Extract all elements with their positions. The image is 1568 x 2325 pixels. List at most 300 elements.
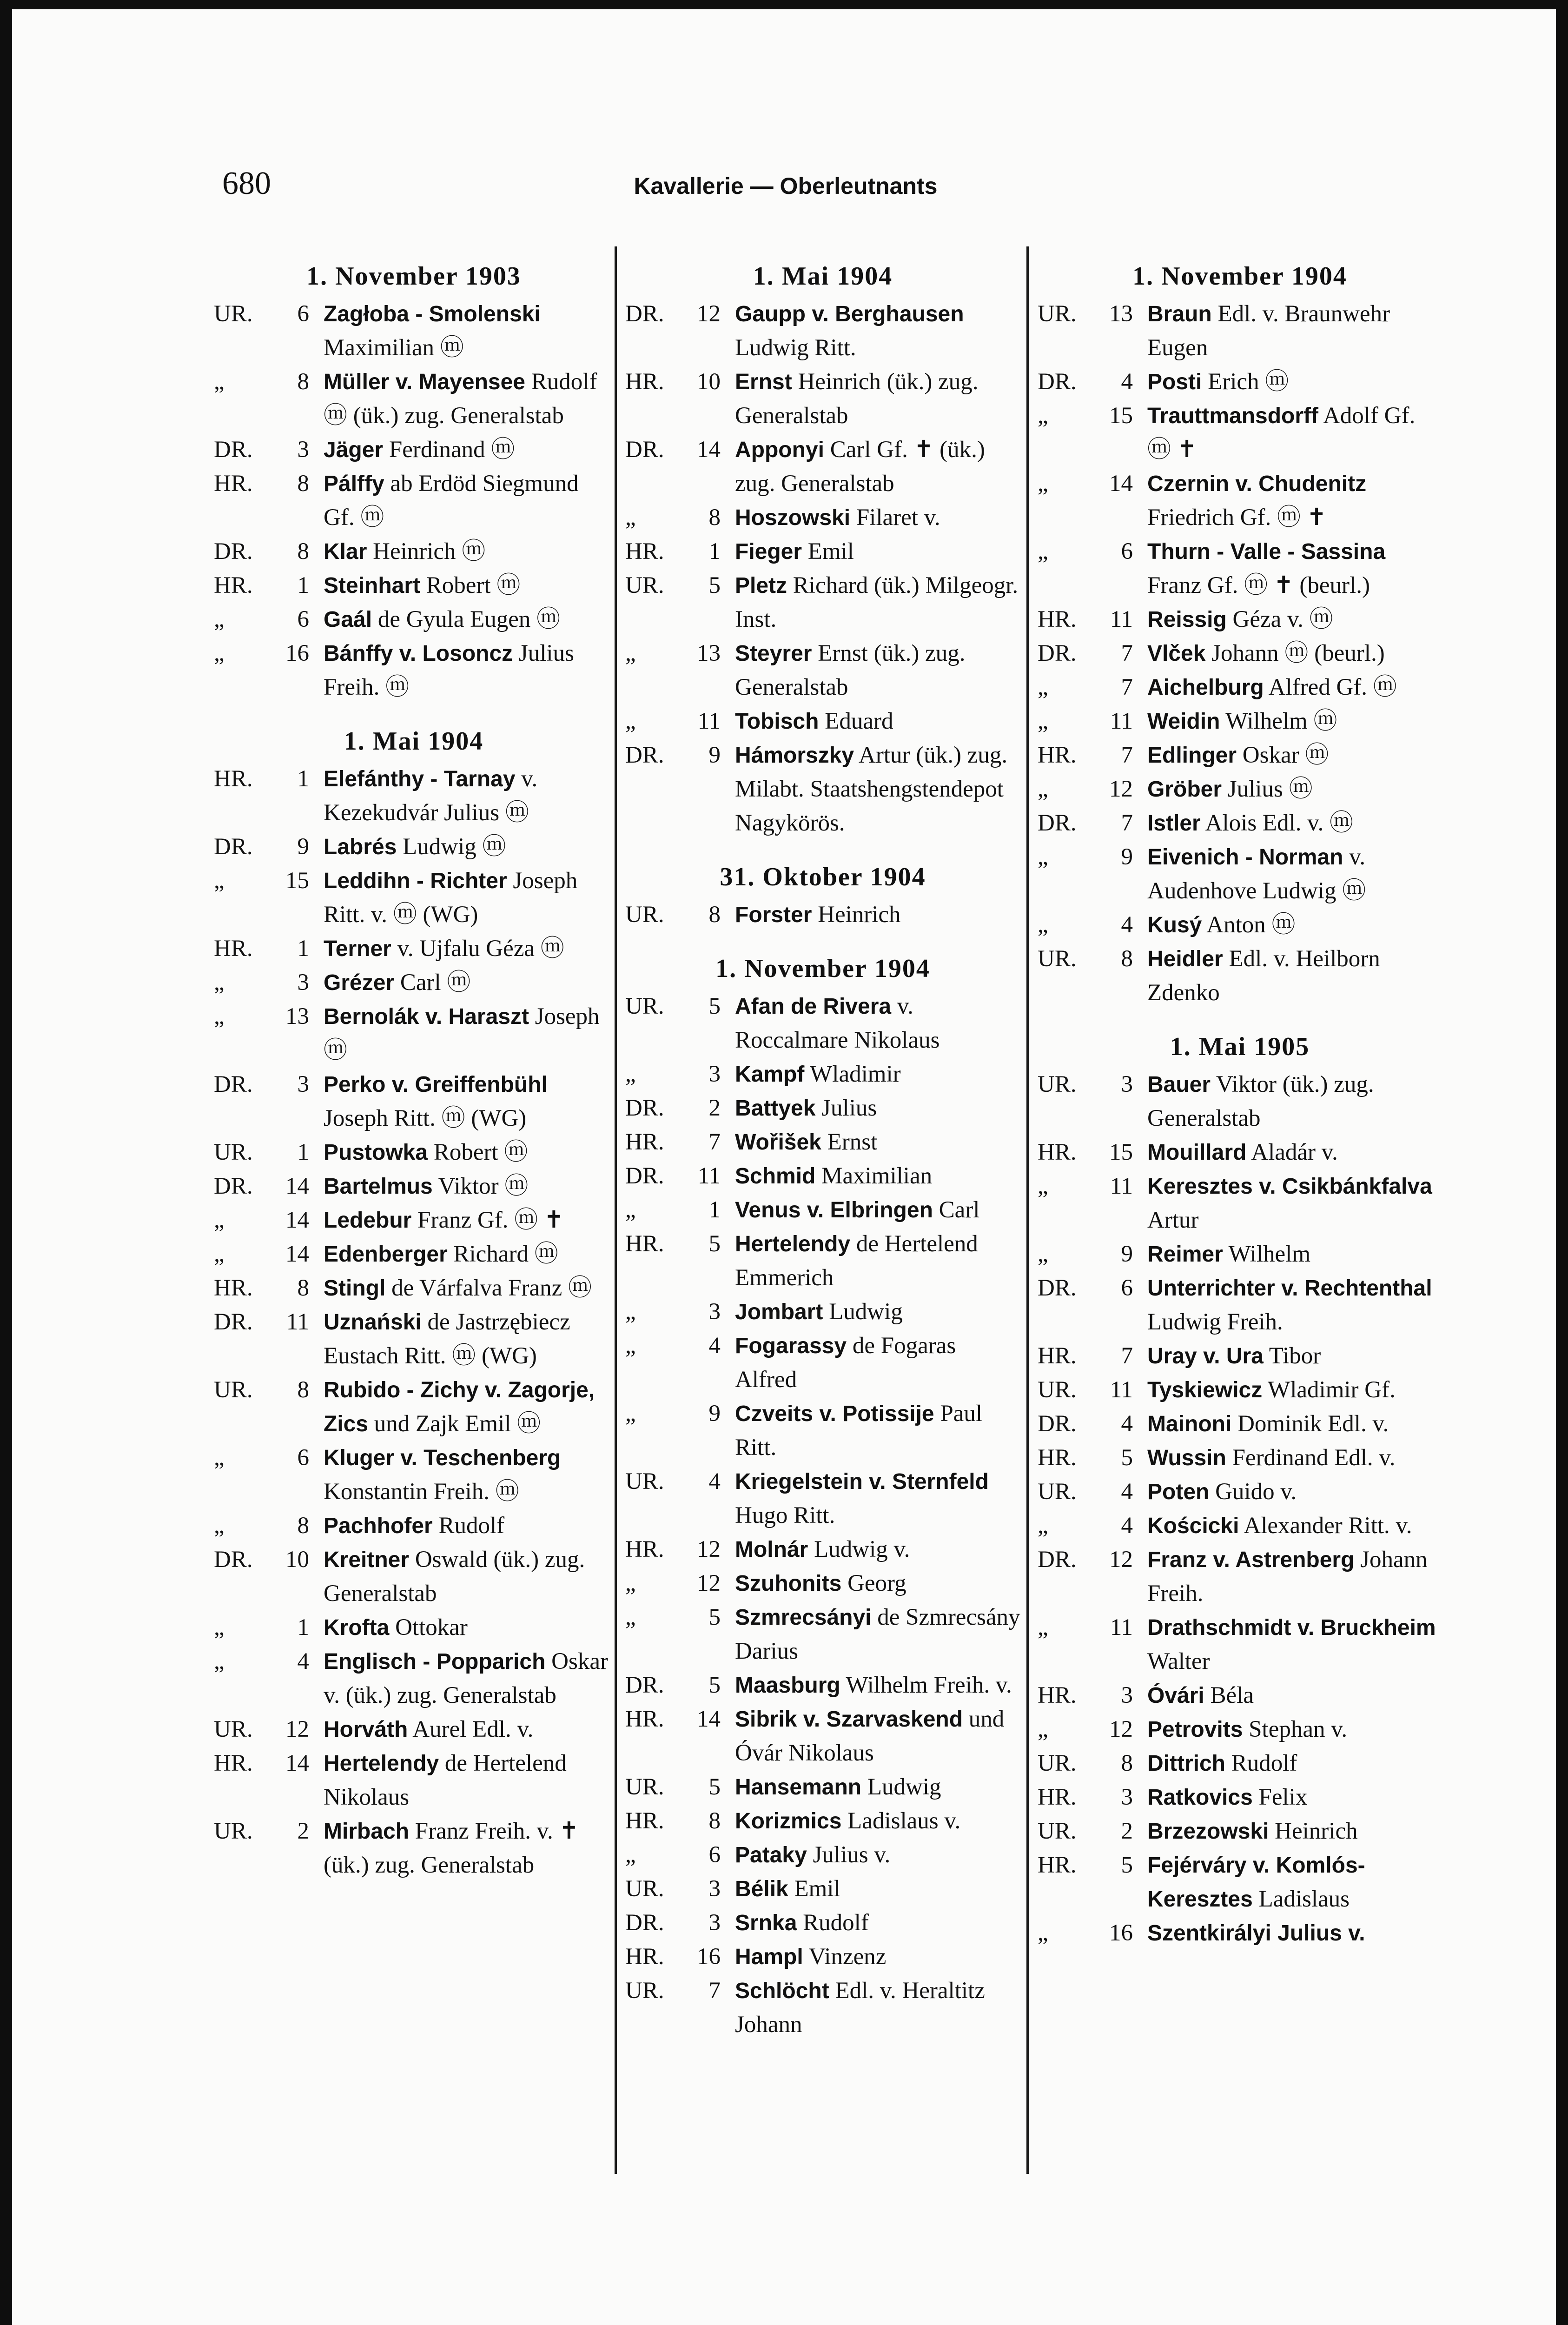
regiment-number: 5 <box>708 572 721 598</box>
officer-details: Artur (ük.) zug. Milabt. Staatshengstendepot Nagykörös. <box>735 742 1008 836</box>
officer-surname: Pletz <box>735 573 787 598</box>
regiment-code: UR. <box>625 1876 664 1902</box>
regiment-code: „ <box>214 1241 225 1267</box>
officer-name <box>324 1000 614 1068</box>
regiment-code: UR. <box>625 1978 664 2004</box>
officer-name <box>324 1237 614 1271</box>
officer-name <box>324 1305 614 1373</box>
officer-entry <box>625 990 1020 1057</box>
officer-surname: Óvári <box>1147 1683 1204 1708</box>
regiment-code: HR. <box>625 1706 664 1732</box>
officer-name <box>324 365 614 433</box>
officer-name <box>735 1295 1020 1329</box>
regiment-number: 12 <box>697 1570 721 1596</box>
regiment-number: 11 <box>1110 606 1133 632</box>
regiment-code: „ <box>214 1445 225 1471</box>
regiment-number: 8 <box>297 538 309 565</box>
officer-entry <box>625 501 1020 535</box>
regiment-code: „ <box>625 640 636 666</box>
regiment-code: „ <box>1038 844 1048 870</box>
regiment-number: 1 <box>297 766 309 792</box>
officer-surname: Müller v. Mayensee <box>324 370 525 394</box>
page-header <box>0 165 1568 207</box>
officer-details: Adolf Gf. ⓜ ✝ <box>1147 403 1416 463</box>
officer-name <box>324 1747 614 1814</box>
officer-entry <box>625 898 1020 932</box>
regiment-number: 7 <box>1121 674 1133 700</box>
regiment-number: 4 <box>1121 1479 1133 1505</box>
regiment-number: 9 <box>1121 1241 1133 1267</box>
officer-surname: Terner <box>324 937 391 961</box>
officer-entry <box>625 1668 1020 1702</box>
officer-details: Ludwig Ritt. <box>735 335 856 361</box>
officer-entry <box>1038 1509 1442 1543</box>
officer-name <box>1147 908 1442 942</box>
regiment-number: 6 <box>297 606 309 632</box>
regiment-code: „ <box>625 1061 636 1087</box>
regiment-number: 1 <box>297 936 309 962</box>
officer-surname: Mainoni <box>1147 1412 1232 1436</box>
officer-details: v. Roccalmare Nikolaus <box>735 993 940 1053</box>
regiment-number: 16 <box>697 1944 721 1970</box>
officer-name <box>1147 1611 1442 1679</box>
officer-entry <box>1038 365 1442 399</box>
regiment-code: DR. <box>214 437 253 463</box>
officer-name <box>324 569 614 603</box>
officer-surname: Pálffy <box>324 472 384 496</box>
officer-details: Tibor <box>1263 1343 1321 1369</box>
regiment-code: HR. <box>625 369 664 395</box>
officer-name <box>324 1441 614 1509</box>
regiment-code: UR. <box>214 1716 253 1742</box>
regiment-code: DR. <box>625 742 664 768</box>
officer-surname: Edenberger <box>324 1242 448 1267</box>
officer-name <box>1147 772 1442 806</box>
regiment-code: „ <box>625 1401 636 1427</box>
officer-surname: Klar <box>324 539 367 564</box>
officer-surname: Poten <box>1147 1480 1210 1504</box>
officer-entry <box>625 1601 1020 1668</box>
regiment-number: 15 <box>285 868 309 894</box>
regiment-code: HR. <box>625 1536 664 1562</box>
officer-name <box>1147 1373 1442 1407</box>
officer-details: Emil <box>802 538 854 565</box>
promotion-section <box>625 859 1020 932</box>
regiment-number: 4 <box>708 1333 721 1359</box>
officer-entry <box>1038 1814 1442 1848</box>
officer-name <box>735 1906 1020 1940</box>
regiment-number: 13 <box>285 1003 309 1030</box>
regiment-number: 2 <box>1121 1818 1133 1844</box>
officer-details: Eduard <box>819 708 893 734</box>
regiment-number: 16 <box>285 640 309 666</box>
regiment-code: „ <box>1038 471 1048 497</box>
officer-name <box>735 1057 1020 1091</box>
officer-entry <box>1038 297 1442 365</box>
section-date-heading: 1. November 1904 <box>1132 262 1347 291</box>
regiment-number: 12 <box>1109 1716 1133 1742</box>
officer-surname: Dittrich <box>1147 1751 1225 1776</box>
officer-name <box>1147 942 1442 1010</box>
regiment-code: HR. <box>214 572 253 598</box>
regiment-code: „ <box>625 1333 636 1359</box>
regiment-code: HR. <box>1038 742 1077 768</box>
officer-name <box>735 1159 1020 1193</box>
officer-name <box>1147 603 1442 637</box>
officer-surname: Ratkovics <box>1147 1785 1253 1810</box>
officer-name <box>1147 399 1442 467</box>
officer-entry <box>1038 772 1442 806</box>
officer-details: Julius v. <box>807 1842 891 1868</box>
officer-name <box>735 1397 1020 1465</box>
officer-surname: Weidin <box>1147 709 1220 734</box>
promotion-section <box>1038 258 1442 1010</box>
regiment-code: UR. <box>1038 1479 1077 1505</box>
section-date-heading: 1. November 1904 <box>715 954 930 983</box>
officer-surname: Vlček <box>1147 641 1206 666</box>
officer-entry <box>625 1804 1020 1838</box>
officer-details: Rudolf ⓜ (ük.) zug. Generalstab <box>324 369 597 429</box>
officer-details: Wilhelm <box>1223 1241 1310 1267</box>
officer-name <box>1147 297 1442 365</box>
officer-details: de Várfalva Franz ⓜ <box>385 1275 592 1301</box>
regiment-number: 10 <box>285 1547 309 1573</box>
regiment-code: „ <box>1038 1716 1048 1742</box>
regiment-code: DR. <box>625 437 664 463</box>
officer-entry <box>214 966 614 1000</box>
officer-details: Carl ⓜ <box>394 970 471 996</box>
regiment-code: „ <box>214 868 225 894</box>
officer-entry <box>214 1271 614 1305</box>
officer-name <box>324 637 614 704</box>
promotion-section <box>214 258 614 704</box>
section-date-heading: 1. Mai 1905 <box>1170 1032 1310 1061</box>
regiment-code: HR. <box>1038 1784 1077 1810</box>
officer-details: Friedrich Gf. ⓜ ✝ <box>1147 505 1327 531</box>
regiment-number: 12 <box>1109 1547 1133 1573</box>
officer-entry <box>214 1645 614 1713</box>
officer-details: de Gyula Eugen ⓜ <box>372 606 561 632</box>
officer-surname: Hansemann <box>735 1775 862 1800</box>
officer-entry <box>1038 1271 1442 1339</box>
regiment-code: HR. <box>214 471 253 497</box>
officer-details: Ferdinand Edl. v. <box>1226 1445 1396 1471</box>
officer-entry <box>214 1136 614 1169</box>
officer-surname: Sibrik v. Szarvaskend <box>735 1707 963 1732</box>
officer-details: Richard (ük.) Milgeogr. Inst. <box>735 572 1019 632</box>
officer-surname: Heidler <box>1147 947 1223 971</box>
regiment-number: 3 <box>708 1061 721 1087</box>
officer-surname: Keresztes v. Csikbánkfalva <box>1147 1174 1432 1199</box>
regiment-number: 3 <box>1121 1682 1133 1708</box>
officer-name <box>1147 1136 1442 1169</box>
regiment-number: 1 <box>297 572 309 598</box>
officer-details: Robert ⓜ <box>420 572 521 598</box>
officer-surname: Englisch - Popparich <box>324 1649 546 1674</box>
officer-entry <box>214 535 614 569</box>
regiment-number: 10 <box>697 369 721 395</box>
regiment-code: „ <box>625 1299 636 1325</box>
officer-name <box>735 501 1020 535</box>
regiment-code: „ <box>214 1513 225 1539</box>
regiment-code: „ <box>625 1570 636 1596</box>
officer-name <box>735 1974 1020 2042</box>
officer-details: ab Erdöd Siegmund Gf. ⓜ <box>324 471 579 531</box>
officer-surname: Forster <box>735 903 812 927</box>
officer-name <box>1147 1339 1442 1373</box>
officer-name <box>324 535 614 569</box>
officer-name <box>324 1611 614 1645</box>
regiment-code: UR. <box>1038 301 1077 327</box>
officer-entry <box>625 1872 1020 1906</box>
officer-name <box>324 1543 614 1611</box>
regiment-number: 3 <box>708 1876 721 1902</box>
regiment-number: 14 <box>285 1241 309 1267</box>
officer-name <box>1147 637 1442 671</box>
officer-entry <box>625 535 1020 569</box>
officer-name <box>324 1271 614 1305</box>
officer-name <box>735 1193 1020 1227</box>
regiment-code: DR. <box>214 538 253 565</box>
officer-details: Ladislaus v. <box>841 1808 961 1834</box>
officer-name <box>324 830 614 864</box>
officer-surname: Reimer <box>1147 1242 1223 1267</box>
officer-details: Edl. v. Braunwehr Eugen <box>1147 301 1390 361</box>
regiment-code: „ <box>625 505 636 531</box>
officer-surname: Thurn - Valle - Sassina <box>1147 539 1386 564</box>
officer-details: Alois Edl. v. ⓜ <box>1200 810 1353 836</box>
officer-name <box>324 1203 614 1237</box>
officer-entry <box>214 864 614 932</box>
officer-surname: Steyrer <box>735 641 812 666</box>
regiment-code: „ <box>1038 1920 1048 1946</box>
officer-name <box>324 1373 614 1441</box>
regiment-code: „ <box>625 1604 636 1630</box>
officer-details: Paul Ritt. <box>735 1401 983 1461</box>
officer-entry <box>1038 908 1442 942</box>
regiment-number: 7 <box>1121 742 1133 768</box>
officer-name <box>735 1838 1020 1872</box>
officer-entry <box>625 1057 1020 1091</box>
regiment-number: 8 <box>297 1275 309 1301</box>
regiment-code: „ <box>1038 538 1048 565</box>
officer-details: Ludwig <box>823 1299 903 1325</box>
regiment-number: 1 <box>708 538 721 565</box>
officer-entry <box>625 1567 1020 1601</box>
regiment-number: 4 <box>708 1468 721 1495</box>
officer-entry <box>214 762 614 830</box>
officer-surname: Gaupp v. Berghausen <box>735 302 964 326</box>
officer-details: Edl. v. Heilborn Zdenko <box>1147 946 1380 1006</box>
officer-surname: Hertelendy <box>735 1232 851 1256</box>
officer-entry <box>625 738 1020 840</box>
regiment-code: „ <box>214 369 225 395</box>
regiment-code: DR. <box>625 301 664 327</box>
regiment-code: DR. <box>214 834 253 860</box>
regiment-number: 1 <box>708 1197 721 1223</box>
officer-details: Viktor (ük.) zug. Generalstab <box>1147 1071 1374 1131</box>
officer-details: v. Ujfalu Géza ⓜ <box>391 936 564 962</box>
regiment-code: HR. <box>1038 1445 1077 1471</box>
regiment-number: 4 <box>297 1648 309 1674</box>
officer-name <box>1147 365 1442 399</box>
promotion-section <box>1038 1029 1442 1950</box>
officer-entry <box>1038 1679 1442 1713</box>
scan-border-right <box>1556 0 1568 2325</box>
officer-entry <box>1038 1169 1442 1237</box>
regiment-code: „ <box>214 1207 225 1233</box>
regiment-number: 7 <box>1121 1343 1133 1369</box>
officer-details: Rudolf <box>432 1513 505 1539</box>
officer-surname: Wořišek <box>735 1130 821 1155</box>
officer-surname: Tyskiewicz <box>1147 1378 1263 1402</box>
officer-surname: Afan de Rivera <box>735 994 892 1019</box>
officer-surname: Brzezowski <box>1147 1819 1269 1844</box>
officer-details: Oswald (ük.) zug. Generalstab <box>324 1547 585 1607</box>
regiment-number: 5 <box>708 1231 721 1257</box>
officer-details: Ernst <box>821 1129 878 1155</box>
regiment-number: 3 <box>708 1299 721 1325</box>
officer-details: Carl <box>933 1197 980 1223</box>
officer-entry <box>1038 603 1442 637</box>
officer-details: Heinrich <box>812 902 901 928</box>
regiment-code: „ <box>1038 674 1048 700</box>
officer-details: Franz Freih. v. ✝ (ük.) zug. Generalstab <box>324 1818 579 1878</box>
officer-surname: Ernst <box>735 370 792 394</box>
officer-name <box>1147 671 1442 704</box>
officer-surname: Steinhart <box>324 573 421 598</box>
column-2 <box>625 258 1020 2060</box>
officer-details: Julius ⓜ <box>1222 776 1313 802</box>
officer-entry <box>214 1203 614 1237</box>
officer-details: Konstantin Freih. ⓜ <box>324 1479 519 1505</box>
officer-surname: Mirbach <box>324 1819 410 1844</box>
officer-surname: Krofta <box>324 1615 390 1640</box>
officer-name <box>324 433 614 467</box>
officer-entry <box>214 637 614 704</box>
officer-entry <box>625 1227 1020 1295</box>
regiment-number: 3 <box>708 1910 721 1936</box>
regiment-number: 5 <box>1121 1445 1133 1471</box>
regiment-number: 2 <box>708 1095 721 1121</box>
officer-details: Franz Gf. ⓜ ✝ <box>411 1207 564 1233</box>
officer-entry <box>1038 399 1442 467</box>
officer-name <box>1147 1475 1442 1509</box>
regiment-number: 12 <box>697 1536 721 1562</box>
officer-entry <box>1038 1543 1442 1611</box>
officer-details: Robert ⓜ <box>428 1139 528 1165</box>
officer-name <box>1147 1747 1442 1780</box>
officer-name <box>324 603 614 637</box>
officer-details: Oskar v. (ük.) zug. Generalstab <box>324 1648 608 1708</box>
officer-details: Wilhelm Freih. v. <box>840 1672 1012 1698</box>
officer-surname: Szmrecsányi <box>735 1605 872 1630</box>
officer-name <box>324 1136 614 1169</box>
regiment-number: 11 <box>1110 1377 1133 1403</box>
officer-surname: Pataky <box>735 1843 807 1867</box>
officer-name <box>735 1465 1020 1533</box>
regiment-number: 7 <box>1121 810 1133 836</box>
officer-details: Emil <box>788 1876 840 1902</box>
officer-entry <box>1038 1407 1442 1441</box>
officer-name <box>324 1509 614 1543</box>
regiment-code: DR. <box>1038 810 1077 836</box>
officer-entry <box>1038 1747 1442 1780</box>
officer-entry <box>1038 1916 1442 1950</box>
promotion-section <box>214 723 614 1882</box>
officer-entry <box>214 1747 614 1814</box>
officer-entry <box>214 1713 614 1747</box>
officer-surname: Battyek <box>735 1096 816 1121</box>
officer-surname: Kreitner <box>324 1548 410 1572</box>
regiment-number: 4 <box>1121 912 1133 938</box>
officer-name <box>324 864 614 932</box>
officer-surname: Hoszowski <box>735 505 851 530</box>
officer-entry <box>625 1974 1020 2042</box>
regiment-code: „ <box>1038 1173 1048 1199</box>
officer-surname: Bélik <box>735 1877 788 1901</box>
regiment-code: UR. <box>1038 1818 1077 1844</box>
regiment-code: HR. <box>625 538 664 565</box>
column-1 <box>214 258 614 1901</box>
officer-details: Dominik Edl. v. <box>1231 1411 1389 1437</box>
regiment-number: 11 <box>1110 1614 1133 1641</box>
officer-surname: Wussin <box>1147 1446 1226 1470</box>
officer-name <box>735 1770 1020 1804</box>
officer-name <box>735 1804 1020 1838</box>
regiment-number: 8 <box>297 369 309 395</box>
regiment-code: HR. <box>1038 1682 1077 1708</box>
regiment-code: „ <box>1038 708 1048 734</box>
officer-surname: Szentkirályi Julius v. <box>1147 1921 1365 1946</box>
regiment-code: DR. <box>214 1071 253 1097</box>
officer-name <box>324 297 614 365</box>
officer-surname: Reissig <box>1147 607 1227 632</box>
regiment-code: DR. <box>1038 369 1077 395</box>
section-date-heading: 1. November 1903 <box>306 262 521 291</box>
officer-entry <box>214 1305 614 1373</box>
officer-details: Guido v. <box>1209 1479 1297 1505</box>
officer-surname: Pustowka <box>324 1140 428 1165</box>
officer-surname: Trauttmansdorff <box>1147 404 1319 428</box>
officer-entry <box>214 569 614 603</box>
officer-details: Ludwig <box>861 1774 941 1800</box>
regiment-number: 13 <box>697 640 721 666</box>
officer-details: Wladimir <box>804 1061 901 1087</box>
regiment-code: UR. <box>1038 1071 1077 1097</box>
officer-entry <box>214 467 614 535</box>
regiment-number: 1 <box>297 1139 309 1165</box>
section-date-heading: 1. Mai 1904 <box>344 727 484 756</box>
officer-surname: Fogarassy <box>735 1334 847 1358</box>
regiment-code: DR. <box>625 1163 664 1189</box>
officer-entry <box>214 1441 614 1509</box>
officer-surname: Schmid <box>735 1164 816 1189</box>
officer-entry <box>625 637 1020 704</box>
officer-name <box>1147 1169 1442 1237</box>
officer-entry <box>625 1702 1020 1770</box>
regiment-number: 3 <box>297 1071 309 1097</box>
officer-entry <box>1038 1068 1442 1136</box>
regiment-number: 2 <box>297 1818 309 1844</box>
officer-entry <box>214 1237 614 1271</box>
officer-entry <box>214 1814 614 1882</box>
regiment-number: 3 <box>1121 1071 1133 1097</box>
officer-entry <box>625 1906 1020 1940</box>
regiment-number: 7 <box>1121 640 1133 666</box>
officer-surname: Zagłoba - Smolenski <box>324 302 541 326</box>
officer-entry <box>625 1397 1020 1465</box>
